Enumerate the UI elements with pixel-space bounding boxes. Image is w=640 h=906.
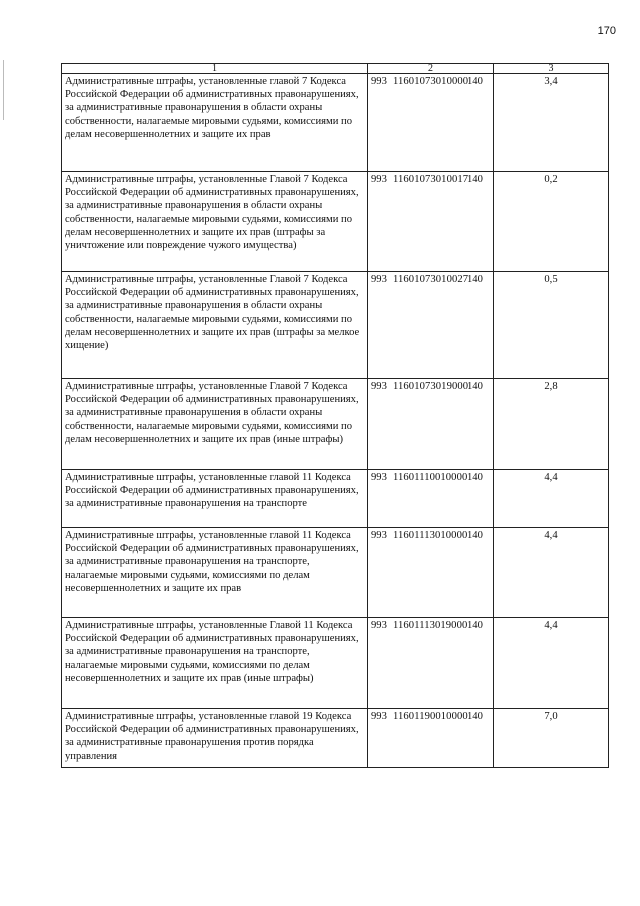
admin-code: 993 xyxy=(371,381,387,392)
row-description: Административные штрафы, установленные главой 11 Кодекса Российской Федерации об административных правонарушениях, за административные правонарушения на транспорте xyxy=(62,470,368,528)
row-amount: 2,8 xyxy=(494,379,609,470)
row-amount: 3,4 xyxy=(494,74,609,172)
row-amount: 4,4 xyxy=(494,470,609,528)
kbk-code: 11601113019000 xyxy=(393,620,468,631)
row-code xyxy=(368,618,494,709)
table-row xyxy=(62,709,609,768)
kbk-code: 11601073010017 xyxy=(393,174,469,185)
admin-code: 993 xyxy=(371,711,387,722)
kbk-code: 11601073010000 xyxy=(393,76,469,87)
column-header-amount: 3 xyxy=(494,64,609,74)
kbk-subcode: 140 xyxy=(467,381,483,392)
kbk-subcode: 140 xyxy=(467,472,483,483)
row-description: Административные штрафы, установленные Главой 7 Кодекса Российской Федерации об административных правонарушениях, за административные правонарушения в области охраны собственности, налагаемые мировыми судьями, комиссиями по делам несовершеннолетних и защите их прав (штрафы за уничтожение или повреждение чужого имущества) xyxy=(62,172,368,272)
kbk-subcode: 140 xyxy=(467,174,483,185)
column-header-code: 2 xyxy=(368,64,494,74)
table-header-row xyxy=(62,64,609,74)
table-row xyxy=(62,528,609,618)
kbk-subcode: 140 xyxy=(467,711,483,722)
scan-artifact-line xyxy=(3,60,4,120)
page-number: 170 xyxy=(597,25,616,37)
table-row xyxy=(62,272,609,379)
row-amount: 4,4 xyxy=(494,618,609,709)
kbk-code: 11601073019000 xyxy=(393,381,469,392)
fines-table xyxy=(61,63,609,768)
kbk-code: 11601190010000 xyxy=(393,711,468,722)
admin-code: 993 xyxy=(371,472,387,483)
table-row xyxy=(62,74,609,172)
row-amount: 0,2 xyxy=(494,172,609,272)
row-description: Административные штрафы, установленные Главой 11 Кодекса Российской Федерации об административных правонарушениях, за административные правонарушения на транспорте, налагаемые мировыми судьями, комиссиями по делам несовершеннолетних и защите их прав (иные штрафы) xyxy=(62,618,368,709)
row-description: Административные штрафы, установленные главой 19 Кодекса Российской Федерации об административных правонарушениях, за административные правонарушения против порядка управления xyxy=(62,709,368,768)
row-amount: 0,5 xyxy=(494,272,609,379)
admin-code: 993 xyxy=(371,76,387,87)
row-description: Административные штрафы, установленные главой 11 Кодекса Российской Федерации об административных правонарушениях, за административные правонарушения на транспорте, налагаемые мировыми судьями, комиссиями по делам несовершеннолетних и защите их прав xyxy=(62,528,368,618)
kbk-code: 11601113010000 xyxy=(393,530,468,541)
table-row xyxy=(62,470,609,528)
row-amount: 7,0 xyxy=(494,709,609,768)
kbk-subcode: 140 xyxy=(467,530,483,541)
table-row xyxy=(62,172,609,272)
table-row xyxy=(62,379,609,470)
admin-code: 993 xyxy=(371,174,387,185)
column-header-description: 1 xyxy=(62,64,368,74)
row-code xyxy=(368,74,494,172)
kbk-code: 11601073010027 xyxy=(393,274,469,285)
kbk-code: 11601110010000 xyxy=(393,472,468,483)
row-code xyxy=(368,709,494,768)
row-code xyxy=(368,172,494,272)
row-description: Административные штрафы, установленные Главой 7 Кодекса Российской Федерации об административных правонарушениях, за административные правонарушения в области охраны собственности, налагаемые мировыми судьями, комиссиями по делам несовершеннолетних и защите их прав (штрафы за мелкое хищение) xyxy=(62,272,368,379)
row-amount: 4,4 xyxy=(494,528,609,618)
admin-code: 993 xyxy=(371,620,387,631)
kbk-subcode: 140 xyxy=(467,274,483,285)
kbk-subcode: 140 xyxy=(467,76,483,87)
row-description: Административные штрафы, установленные главой 7 Кодекса Российской Федерации об административных правонарушениях, за административные правонарушения в области охраны собственности, налагаемые мировыми судьями, комиссиями по делам несовершеннолетних и защите их прав xyxy=(62,74,368,172)
admin-code: 993 xyxy=(371,274,387,285)
row-code xyxy=(368,470,494,528)
table-row xyxy=(62,618,609,709)
admin-code: 993 xyxy=(371,530,387,541)
row-code xyxy=(368,528,494,618)
row-description: Административные штрафы, установленные Главой 7 Кодекса Российской Федерации об административных правонарушениях, за административные правонарушения в области охраны собственности, налагаемые мировыми судьями, комиссиями по делам несовершеннолетних и защите их прав (иные штрафы) xyxy=(62,379,368,470)
row-code xyxy=(368,272,494,379)
row-code xyxy=(368,379,494,470)
kbk-subcode: 140 xyxy=(467,620,483,631)
